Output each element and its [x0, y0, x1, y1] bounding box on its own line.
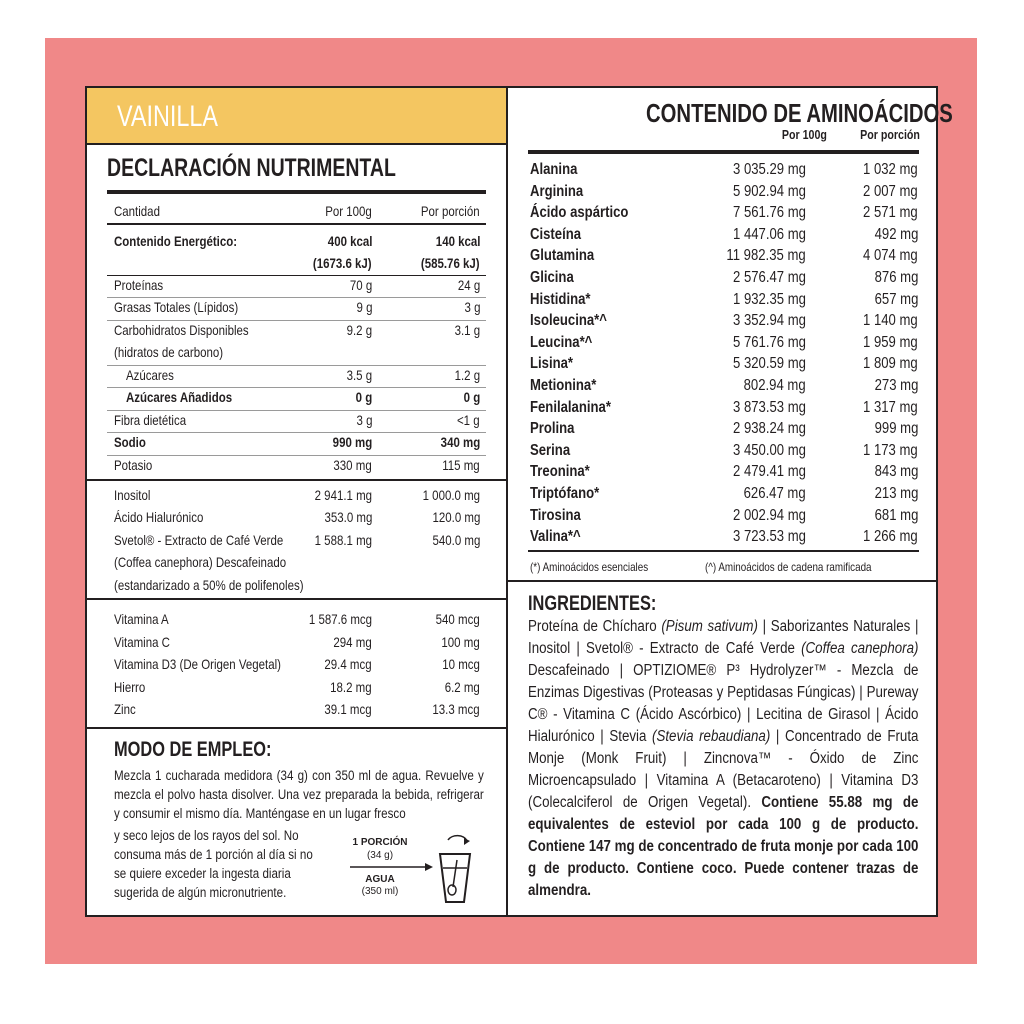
amino-value-per-serving: 273 mg: [874, 377, 918, 394]
table-row: [114, 576, 482, 594]
amino-value-per-100g: 2 479.41 mg: [733, 463, 806, 481]
table-row: [114, 700, 482, 718]
amino-value-per-100g: 2 002.94 mg: [733, 506, 806, 524]
section-rule: [87, 479, 506, 481]
amino-label: Glicina: [530, 269, 574, 286]
row-value-per-100g: 3 g: [356, 412, 372, 428]
amino-value-per-100g: 7 561.76 mg: [733, 204, 806, 222]
ingredients-title: INGREDIENTES:: [528, 592, 657, 615]
row-value-per-serving: 6.2 mg: [444, 679, 480, 695]
row-label: Vitamina C: [114, 634, 170, 650]
amino-value-per-serving: 4 074 mg: [863, 247, 918, 265]
energy-row: Contenido Energético: 400 kcal 140 kcal: [114, 233, 480, 249]
table-row: [114, 678, 482, 696]
energy-kj-row: (1673.6 kJ) (585.76 kJ): [313, 255, 480, 271]
table-row: [114, 456, 482, 474]
amino-row: [530, 245, 918, 266]
amino-row: [530, 375, 918, 396]
row-value-per-serving: 115 mg: [442, 457, 480, 473]
row-label: Fibra dietética: [114, 412, 187, 428]
amino-row: [530, 483, 918, 504]
amino-row: [530, 159, 918, 180]
amino-label: Arginina: [530, 182, 584, 200]
row-divider: [107, 297, 486, 298]
amino-value-per-100g: 2 938.24 mg: [733, 420, 806, 438]
table-row: [114, 508, 482, 526]
amino-label: Metionina*: [530, 377, 597, 394]
usage-text-narrow: y seco lejos de los rayos del sol. No consuma más de 1 porción al día si no se quiere exceder la ingesta diaria sugerida de algún micronutriente.: [114, 828, 313, 900]
amino-label: Fenilalanina*: [530, 398, 611, 416]
row-label: Potasio: [114, 457, 153, 473]
amino-label: Ácido aspártico: [530, 204, 629, 222]
section-rule: [87, 727, 506, 729]
amino-row: [530, 310, 918, 331]
amino-label: Valina*^: [530, 528, 581, 546]
amino-row: [530, 332, 918, 353]
row-value-per-serving: <1 g: [457, 412, 480, 428]
table-row: [114, 298, 482, 316]
row-value-per-serving: 10 mcg: [442, 656, 480, 672]
amino-value-per-100g: 1 932.35 mg: [733, 290, 806, 308]
amino-value-per-100g: 5 320.59 mg: [733, 355, 806, 373]
portion-label: 1 PORCIÓN: [352, 837, 408, 848]
row-divider: [107, 387, 486, 388]
table-row: [114, 610, 482, 628]
amino-label: Prolina: [530, 420, 575, 438]
row-value-per-100g: 9 g: [356, 299, 372, 315]
title-rule: [107, 190, 486, 194]
row-value-per-serving: 1 000.0 mg: [422, 487, 480, 503]
row-value-per-100g: 29.4 mcg: [324, 656, 372, 672]
amino-label: Tirosina: [530, 506, 581, 524]
row-value-per-100g: 294 mg: [333, 634, 372, 650]
row-label: Zinc: [114, 701, 136, 717]
table-row: [114, 655, 482, 673]
row-value-per-100g: 39.1 mcg: [324, 701, 372, 717]
amino-value-per-serving: 492 mg: [874, 225, 918, 243]
amino-value-per-100g: 3 873.53 mg: [733, 398, 806, 416]
row-value-per-100g: 70 g: [349, 277, 372, 293]
nutrition-title: DECLARACIÓN NUTRIMENTAL: [107, 154, 396, 182]
amino-row: [530, 267, 918, 288]
amino-row: [530, 440, 918, 461]
amino-value-per-serving: 2 007 mg: [863, 182, 918, 200]
table-row: [114, 633, 482, 651]
amino-value-per-100g: 5 761.76 mg: [733, 333, 806, 351]
amino-value-per-serving: 1 032 mg: [863, 161, 918, 178]
amino-value-per-serving: 1 173 mg: [863, 441, 918, 459]
amino-value-per-100g: 802.94 mg: [744, 377, 806, 394]
row-label: Hierro: [114, 679, 146, 695]
row-label: Vitamina A: [114, 611, 169, 627]
table-row: [114, 486, 482, 504]
amino-row: [530, 289, 918, 310]
section-rule: [87, 598, 506, 600]
amino-value-per-serving: 1 317 mg: [863, 398, 918, 416]
amino-bottom-rule: [528, 550, 919, 552]
amino-label: Triptófano*: [530, 485, 600, 502]
amino-value-per-serving: 843 mg: [874, 463, 918, 481]
header-rule: [107, 223, 486, 225]
row-label: Carbohidratos Disponibles: [114, 322, 249, 338]
row-label: Azúcares: [126, 367, 174, 383]
table-row: [114, 388, 482, 406]
amino-value-per-100g: 2 576.47 mg: [733, 269, 806, 286]
amino-value-per-serving: 657 mg: [874, 290, 918, 308]
row-value-per-100g: 330 mg: [333, 457, 372, 473]
amino-label: Lisina*: [530, 355, 574, 373]
usage-title: MODO DE EMPLEO:: [114, 738, 272, 761]
amino-label: Cisteína: [530, 225, 582, 243]
table-row: [114, 433, 482, 451]
note-branched: (^) Aminoácidos de cadena ramificada: [705, 560, 872, 574]
row-value-per-100g: 18.2 mg: [330, 679, 372, 695]
flavor-name: VAINILLA: [117, 100, 219, 133]
row-value-per-serving: 0 g: [463, 389, 480, 405]
row-value-per-100g: 0 g: [355, 389, 372, 405]
amino-value-per-100g: 11 982.35 mg: [726, 247, 806, 265]
usage-text: Mezcla 1 cucharada medidora (34 g) con 350 ml de agua. Revuelve y mezcla el polvo hasta disolver. Una vez preparada la bebida, refrigerar y consumir el mismo día. Manténgase en un lugar fresco: [114, 768, 484, 821]
amino-value-per-serving: 2 571 mg: [863, 204, 918, 222]
note-essential: (*) Aminoácidos esenciales: [530, 560, 649, 574]
amino-value-per-serving: 1 959 mg: [863, 333, 918, 351]
table-row: [114, 366, 482, 384]
table-row: [114, 411, 482, 429]
row-label: Ácido Hialurónico: [114, 509, 204, 525]
amino-label: Leucina*^: [530, 333, 593, 351]
amino-value-per-100g: 3 450.00 mg: [733, 441, 806, 459]
amino-row: [530, 181, 918, 202]
amino-row: [530, 353, 918, 374]
amino-value-per-100g: 3 352.94 mg: [733, 312, 806, 330]
amino-value-per-100g: 3 723.53 mg: [733, 528, 806, 546]
row-value-per-100g: 990 mg: [332, 434, 372, 450]
row-value-per-serving: 340 mg: [440, 434, 480, 450]
amino-row: [530, 418, 918, 439]
amino-title: CONTENIDO DE AMINOÁCIDOS: [646, 98, 953, 128]
table-row: [114, 321, 482, 339]
amino-row: [530, 202, 918, 223]
amino-value-per-100g: 1 447.06 mg: [733, 225, 806, 243]
nutrition-header-row: Cantidad Por 100g Por porción: [114, 203, 480, 219]
row-label: (Coffea canephora) Descafeinado: [114, 554, 287, 570]
row-label: Proteínas: [114, 277, 164, 293]
row-divider: [107, 320, 486, 321]
row-value-per-serving: 120.0 mg: [432, 509, 480, 525]
row-value-per-serving: 540.0 mg: [432, 532, 480, 548]
table-row: [114, 531, 482, 549]
amino-row: [530, 505, 918, 526]
amino-label: Glutamina: [530, 247, 595, 265]
amino-label: Serina: [530, 441, 571, 459]
row-label: Sodio: [114, 434, 146, 450]
amino-label: Treonina*: [530, 463, 590, 481]
row-value-per-serving: 3.1 g: [454, 322, 480, 338]
amino-value-per-100g: 3 035.29 mg: [733, 161, 806, 178]
portion-amount: (34 g): [366, 850, 394, 861]
row-value-per-100g: 1 588.1 mg: [314, 532, 372, 548]
row-value-per-serving: 3 g: [464, 299, 480, 315]
amino-value-per-serving: 1 140 mg: [863, 312, 918, 330]
amino-label: Isoleucina*^: [530, 312, 607, 330]
row-label: Azúcares Añadidos: [126, 389, 233, 405]
row-label: Inositol: [114, 487, 151, 503]
row-divider: [107, 432, 486, 433]
amino-row: [530, 526, 918, 547]
divider: [87, 143, 506, 145]
flavor-band: [87, 88, 506, 143]
row-divider: [107, 365, 486, 366]
table-row: [114, 276, 482, 294]
row-label: Vitamina D3 (De Origen Vegetal): [114, 656, 281, 672]
section-rule: [508, 580, 938, 582]
row-value-per-100g: 2 941.1 mg: [314, 487, 372, 503]
amino-value-per-serving: 999 mg: [874, 420, 918, 438]
water-amount: (350 ml): [361, 886, 399, 897]
row-value-per-100g: 9.2 g: [346, 322, 372, 338]
amino-value-per-serving: 213 mg: [874, 485, 918, 502]
amino-label: Alanina: [530, 161, 578, 178]
row-label: Svetol® - Extracto de Café Verde: [114, 532, 284, 548]
row-label: (hidratos de carbono): [114, 344, 224, 360]
amino-value-per-serving: 681 mg: [874, 506, 918, 524]
amino-value-per-100g: 626.47 mg: [744, 485, 806, 502]
amino-row: [530, 397, 918, 418]
amino-value-per-serving: 1 809 mg: [863, 355, 918, 373]
mixing-cup-icon: [340, 832, 490, 912]
row-value-per-100g: 3.5 g: [346, 367, 372, 383]
row-value-per-serving: 540 mcg: [435, 611, 480, 627]
water-label: AGUA: [365, 874, 395, 885]
table-row: [114, 343, 482, 361]
row-divider: [107, 410, 486, 411]
amino-label: Histidina*: [530, 290, 591, 308]
row-value-per-serving: 24 g: [457, 277, 480, 293]
ingredients-text: Proteína de Chícharo (Pisum sativum) | Saborizantes Naturales | Inositol | Svetol® - Extracto de Café Verde (Coffea canephora) Descafeinado | OPTIZIOME® P³ Hydrolyzer™ - Mezcla de Enzimas Digestivas (Proteasas y Peptidasas Fúngicas) | Pureway C® - Vitamina C (Ácido Ascórbico) | Lecitina de Girasol | Ácido Hialurónico | Stevia (Stevia rebaudiana) | Concentrado de Fruta Monje (Monk Fruit) | Zincnova™ - Óxido de Zinc Microencapsulado | Vitamina A (Betacaroteno) | Vitamina D3 (Colecalciferol de Origen Vegetal). Contiene 55.88 mg de equivalentes de esteviol por cada 100 g de producto. Contiene 147 mg de concentrado de fruta monje por cada 100 g de producto. Contiene coco. Puede contener trazas de almendra.: [528, 618, 919, 899]
amino-value-per-serving: 876 mg: [874, 269, 918, 286]
row-value-per-serving: 100 mg: [441, 634, 480, 650]
row-label: (estandarizado a 50% de polifenoles): [114, 577, 304, 593]
amino-title-rule: [528, 150, 919, 154]
table-row: [114, 553, 482, 571]
amino-header-row: Por 100g Por porción: [781, 127, 920, 142]
column-divider: [506, 86, 508, 917]
amino-value-per-100g: 5 902.94 mg: [733, 182, 806, 200]
row-label: Grasas Totales (Lípidos): [114, 299, 239, 315]
amino-row: [530, 461, 918, 482]
row-value-per-100g: 1 587.6 mcg: [308, 611, 372, 627]
row-value-per-100g: 353.0 mg: [324, 509, 372, 525]
amino-row: [530, 224, 918, 245]
row-value-per-serving: 13.3 mcg: [432, 701, 480, 717]
row-divider: [107, 455, 486, 456]
amino-value-per-serving: 1 266 mg: [863, 528, 918, 546]
row-value-per-serving: 1.2 g: [454, 367, 480, 383]
